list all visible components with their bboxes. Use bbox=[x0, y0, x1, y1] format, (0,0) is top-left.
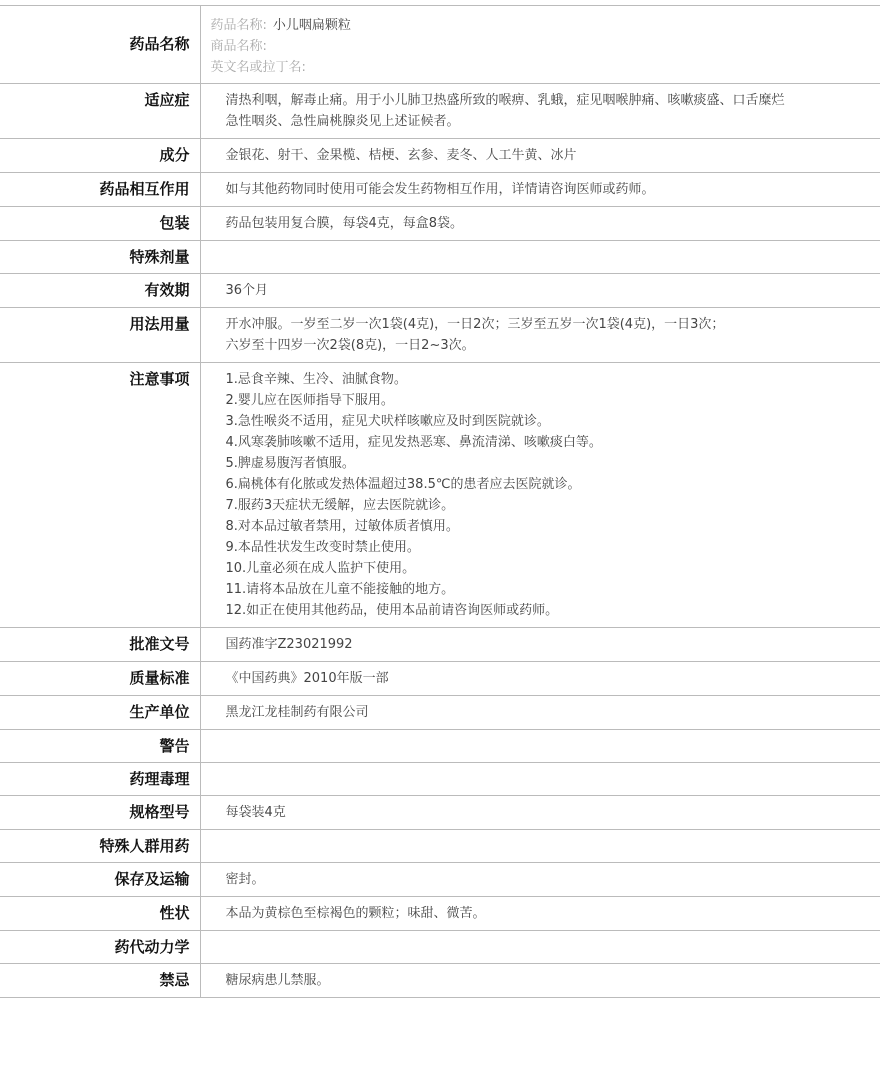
value-storage: 密封。 bbox=[225, 872, 265, 887]
row-contraindications bbox=[0, 964, 880, 998]
value-ingredients: 金银花、射干、金果榄、桔梗、玄参、麦冬、人工牛黄、冰片 bbox=[225, 148, 577, 163]
precaution-item: 9.本品性状发生改变时禁止使用。 bbox=[225, 540, 420, 555]
label-pharmacokinetics: 药代动力学 bbox=[0, 931, 200, 964]
row-dosage bbox=[0, 308, 880, 363]
value-properties: 本品为黄棕色至棕褐色的颗粒；味甜、微苦。 bbox=[225, 906, 486, 921]
trade-name-line bbox=[211, 36, 871, 57]
label-package: 包装 bbox=[0, 207, 200, 241]
label-ingredients: 成分 bbox=[0, 139, 200, 173]
value-specification: 每袋装4克 bbox=[225, 805, 286, 820]
row-package bbox=[0, 207, 880, 241]
row-interactions bbox=[0, 173, 880, 207]
label-manufacturer: 生产单位 bbox=[0, 696, 200, 730]
label-quality-standard: 质量标准 bbox=[0, 662, 200, 696]
label-approval-number: 批准文号 bbox=[0, 628, 200, 662]
value-package: 药品包装用复合膜，每袋4克，每盒8袋。 bbox=[225, 216, 464, 231]
generic-name-key: 药品名称: bbox=[210, 18, 267, 33]
label-dosage: 用法用量 bbox=[0, 308, 200, 363]
latin-name-key: 英文名或拉丁名: bbox=[210, 60, 306, 75]
label-special-dosage: 特殊剂量 bbox=[0, 241, 200, 274]
value-shelf-life: 36个月 bbox=[225, 283, 269, 298]
row-pharmacokinetics bbox=[0, 931, 880, 964]
label-contraindications: 禁忌 bbox=[0, 964, 200, 998]
value-dosage bbox=[200, 308, 880, 363]
label-precautions: 注意事项 bbox=[0, 363, 200, 628]
value-drug-name bbox=[200, 6, 880, 84]
trade-name-key: 商品名称: bbox=[210, 39, 267, 54]
row-manufacturer bbox=[0, 696, 880, 730]
precaution-item: 12.如正在使用其他药品，使用本品前请咨询医师或药师。 bbox=[225, 603, 559, 618]
row-quality-standard bbox=[0, 662, 880, 696]
value-special-dosage bbox=[200, 241, 880, 274]
value-contraindications: 糖尿病患儿禁服。 bbox=[225, 973, 330, 988]
precaution-item: 11.请将本品放在儿童不能接触的地方。 bbox=[225, 582, 455, 597]
value-quality-standard: 《中国药典》2010年版一部 bbox=[225, 671, 389, 686]
value-precautions bbox=[200, 363, 880, 628]
label-special-population: 特殊人群用药 bbox=[0, 830, 200, 863]
row-warning bbox=[0, 730, 880, 763]
row-special-population bbox=[0, 830, 880, 863]
precaution-item: 1.忌食辛辣、生冷、油腻食物。 bbox=[225, 372, 407, 387]
row-indication bbox=[0, 84, 880, 139]
label-drug-name: 药品名称 bbox=[0, 6, 200, 84]
dosage-text: 开水冲服。一岁至二岁一次1袋(4克)，一日2次；三岁至五岁一次1袋(4克)，一日3次；六岁至十四岁一次2袋(8克)，一日2~3次。 bbox=[225, 317, 725, 353]
generic-name-value: 小儿咽扁颗粒 bbox=[272, 18, 351, 33]
value-interactions: 如与其他药物同时使用可能会发生药物相互作用，详情请咨询医师或药师。 bbox=[225, 182, 655, 197]
row-specification bbox=[0, 796, 880, 830]
indication-text: 清热利咽，解毒止痛。用于小儿肺卫热盛所致的喉痹、乳蛾，症见咽喉肿痛、咳嗽痰盛、口舌糜烂急性咽炎、急性扁桃腺炎见上述证候者。 bbox=[225, 93, 785, 129]
precaution-item: 3.急性喉炎不适用，症见犬吠样咳嗽应及时到医院就诊。 bbox=[225, 414, 550, 429]
value-pharmacology bbox=[200, 763, 880, 796]
precaution-item: 5.脾虚易腹泻者慎服。 bbox=[225, 456, 355, 471]
value-indication bbox=[200, 84, 880, 139]
row-precautions bbox=[0, 363, 880, 628]
label-properties: 性状 bbox=[0, 897, 200, 931]
label-warning: 警告 bbox=[0, 730, 200, 763]
value-approval-number: 国药准字Z23021992 bbox=[225, 637, 353, 652]
row-shelf-life bbox=[0, 274, 880, 308]
row-approval-number bbox=[0, 628, 880, 662]
label-storage: 保存及运输 bbox=[0, 863, 200, 897]
drug-info-table bbox=[0, 5, 880, 998]
precaution-item: 10.儿童必须在成人监护下使用。 bbox=[225, 561, 416, 576]
label-interactions: 药品相互作用 bbox=[0, 173, 200, 207]
row-special-dosage bbox=[0, 241, 880, 274]
generic-name-line bbox=[211, 15, 871, 36]
label-specification: 规格型号 bbox=[0, 796, 200, 830]
precaution-item: 6.扁桃体有化脓或发热体温超过38.5℃的患者应去医院就诊。 bbox=[225, 477, 581, 492]
precaution-item: 7.服药3天症状无缓解，应去医院就诊。 bbox=[225, 498, 455, 513]
precaution-item: 2.婴儿应在医师指导下服用。 bbox=[225, 393, 394, 408]
row-storage bbox=[0, 863, 880, 897]
latin-name-line bbox=[211, 57, 871, 78]
value-manufacturer: 黑龙江龙桂制药有限公司 bbox=[225, 705, 369, 720]
value-pharmacokinetics bbox=[200, 931, 880, 964]
precaution-item: 4.风寒袭肺咳嗽不适用，症见发热恶寒、鼻流清涕、咳嗽痰白等。 bbox=[225, 435, 602, 450]
drug-info-sheet bbox=[0, 5, 880, 998]
row-ingredients bbox=[0, 139, 880, 173]
precaution-item: 8.对本品过敏者禁用，过敏体质者慎用。 bbox=[225, 519, 459, 534]
row-pharmacology bbox=[0, 763, 880, 796]
value-warning bbox=[200, 730, 880, 763]
value-special-population bbox=[200, 830, 880, 863]
label-pharmacology: 药理毒理 bbox=[0, 763, 200, 796]
label-shelf-life: 有效期 bbox=[0, 274, 200, 308]
row-properties bbox=[0, 897, 880, 931]
row-drug-name bbox=[0, 6, 880, 84]
label-indication: 适应症 bbox=[0, 84, 200, 139]
